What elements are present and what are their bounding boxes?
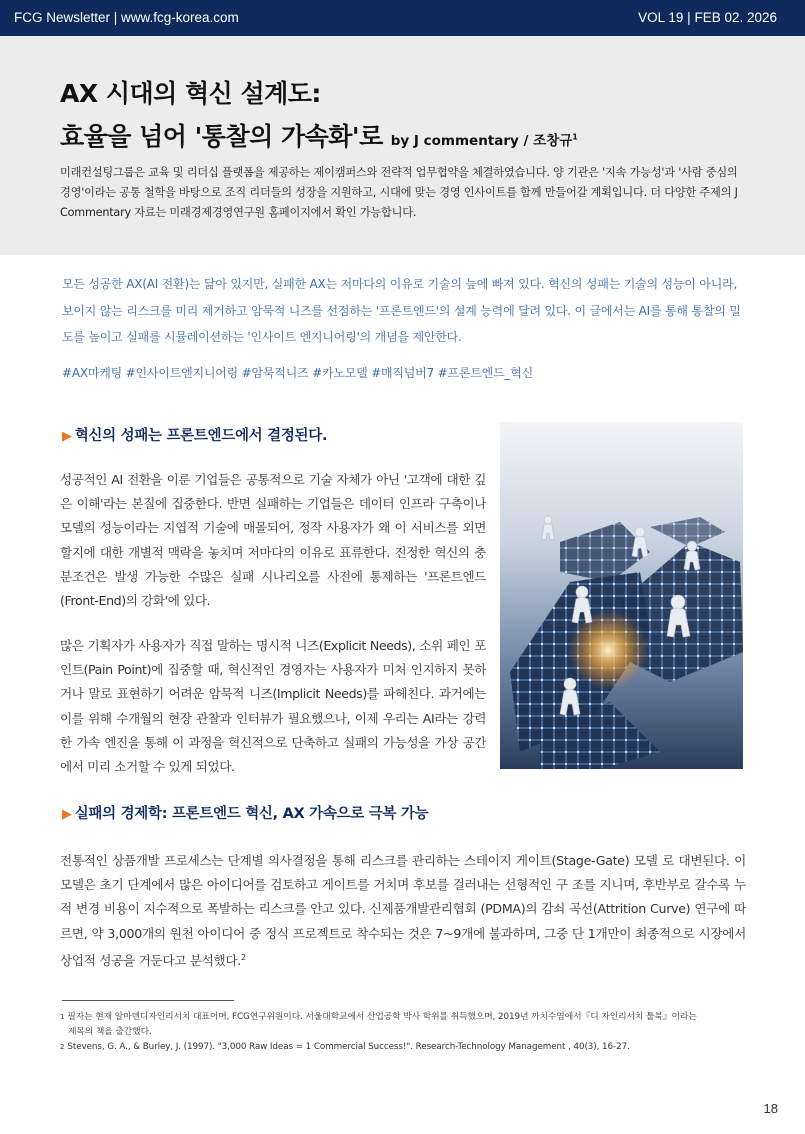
title-line-2 — [60, 117, 578, 153]
footnote-1-line-2: 제목의 책을 출간했다. — [68, 1027, 152, 1037]
triangle-marker-icon: ▶ — [62, 429, 72, 444]
robots-puzzle-image — [500, 422, 743, 769]
footnote-1-number: 1 — [60, 1013, 65, 1021]
title-line-1: AX 시대의 혁신 설계도: — [60, 79, 321, 108]
footnote-2 — [60, 1040, 750, 1055]
section-2-heading-text: 실패의 경제학: 프론트엔드 혁신, AX 가속으로 극복 가능 — [74, 806, 429, 822]
section-2-paragraph-text: 전통적인 상품개발 프로세스는 단계별 의사결정을 통해 리스크를 관리하는 스테이지 게이트(Stage-Gate) 모델 로 대변된다. 이 모델은 초기 단계에서 많은 아이디어를 검토하고 게이트를 거치며 후보를 걸러내는 선형적인 구 조를 지니며, 후반부로 갈수록 누적 변경 비용이 지수적으로 폭발하는 리스크를 안고 있다. 신제품개발관리협회 (PDMA)의 감쇠 곡선(Attrition Curve) 연구에 따르면, 약 3,000개의 원천 아이디어 중 정식 프로젝트로 착수되는 것은 7~9개에 불과하며, 그중 단 1개만이 최종적으로 시장에서 상업적 성공을 거둔다고 분석했다. — [60, 853, 746, 968]
byline — [391, 133, 578, 149]
article-header — [0, 36, 805, 255]
footnote-2-text: Stevens, G. A., & Burley, J. (1997). "3,000 Raw Ideas = 1 Commercial Success!". Research-Technology Management , 40(3), 16-27. — [67, 1042, 630, 1052]
summary-paragraph: 모든 성공한 AX(AI 전환)는 닮아 있지만, 실패한 AX는 저마다의 이유로 기술의 늪에 빠져 있다. 혁신의 성패는 기술의 성능이 아니라, 보이지 않는 리스크를 미리 제거하고 암묵적 니즈를 선점하는 '프론트엔드'의 설계 능력에 달려 있다. 이 글에서는 AI를 통해 통찰의 밀도를 높이고 실패를 시뮬레이션하는 '인사이트 엔지니어링'의 개념을 제안한다. — [62, 277, 741, 344]
byline-text: by J commentary / 조창규 — [390, 133, 573, 149]
title-line-2-text: 효율을 넘어 '통찰의 가속화'로 — [60, 122, 383, 151]
section-1-paragraph-1: 성공적인 AI 전환을 이룬 기업들은 공통적으로 기술 자체가 아닌 '고객에 대한 깊은 이해'라는 본질에 집중한다. 반면 실패하는 기업들은 데이터 인프라 구축이나 모델의 성능이라는 지엽적 기술에 매몰되어, 정작 사용자가 왜 이 서비스를 외면할지에 대한 개별적 맥락을 놓치며 저마다의 이유로 표류한다. 진정한 혁신의 충분조건은 발생 가능한 수많은 실패 시나리오를 사전에 통제하는 '프론트엔드(Front-End)의 강화'에 있다. — [60, 472, 486, 609]
hashtags: #AX마케팅 #인사이트엔지니어링 #암묵적니즈 #카노모델 #매직넘버7 #프론트엔드_혁신 — [62, 366, 534, 380]
footnote-1 — [60, 1010, 750, 1040]
footnote-ref-2[interactable]: 2 — [240, 952, 246, 962]
section-1-heading — [62, 424, 327, 445]
section-1-heading-text: 혁신의 성패는 프론트엔드에서 결정된다. — [74, 428, 328, 444]
newsletter-site: FCG Newsletter | www.fcg-korea.com — [14, 10, 239, 25]
section-2-paragraph — [60, 849, 746, 973]
footnote-1-line-1: 필자는 현재 알마덴디자인리서치 대표이며, FCG연구위원이다. 서울대학교에서 산업공학 박사 학위를 취득했으며, 2019년 까치수염에서『디 자인리서치 툴북』이라는 — [67, 1012, 697, 1022]
footnote-divider — [62, 1000, 234, 1001]
issue-date: VOL 19 | FEB 02. 2026 — [638, 10, 777, 25]
section-1-paragraph-2: 많은 기획자가 사용자가 직접 말하는 명시적 니즈(Explicit Needs), 소위 페인 포인트(Pain Point)에 집중할 때, 혁신적인 경영자는 사용자가 미처 인지하지 못하거나 말로 표현하기 어려운 암묵적 니즈(Implicit Needs)를 파헤친다. 과거에는 이를 위해 수개월의 현장 관찰과 인터뷰가 필요했으나, 이제 우리는 AI라는 강력한 가속 엔진을 통해 이 과정을 혁신적으로 단축하고 실패의 가능성을 가상 공간에서 미리 소거할 수 있게 되었다. — [60, 638, 486, 775]
byline-footnote-ref[interactable]: 1 — [572, 132, 578, 142]
intro-paragraph: 미래컨설팅그룹은 교육 및 리더십 플랫폼을 제공하는 제이캠퍼스와 전략적 업무협약을 체결하였습니다. 양 기관은 '지속 가능성'과 '사람 중심의 경영'이라는 공통 철학을 바탕으로 조직 리더들의 성장을 지원하고, 시대에 맞는 경영 인사이트를 함께 만들어갈 계획입니다. 더 다양한 주제의 J Commentary 자료는 미래경제경영연구원 홈페이지에서 확인 가능합니다. — [60, 166, 738, 219]
section-2-heading — [62, 802, 428, 823]
top-banner — [0, 0, 805, 36]
article-illustration — [500, 422, 743, 769]
triangle-marker-icon: ▶ — [62, 807, 72, 822]
page-number: 18 — [763, 1101, 778, 1116]
footnote-2-number: 2 — [60, 1043, 65, 1051]
